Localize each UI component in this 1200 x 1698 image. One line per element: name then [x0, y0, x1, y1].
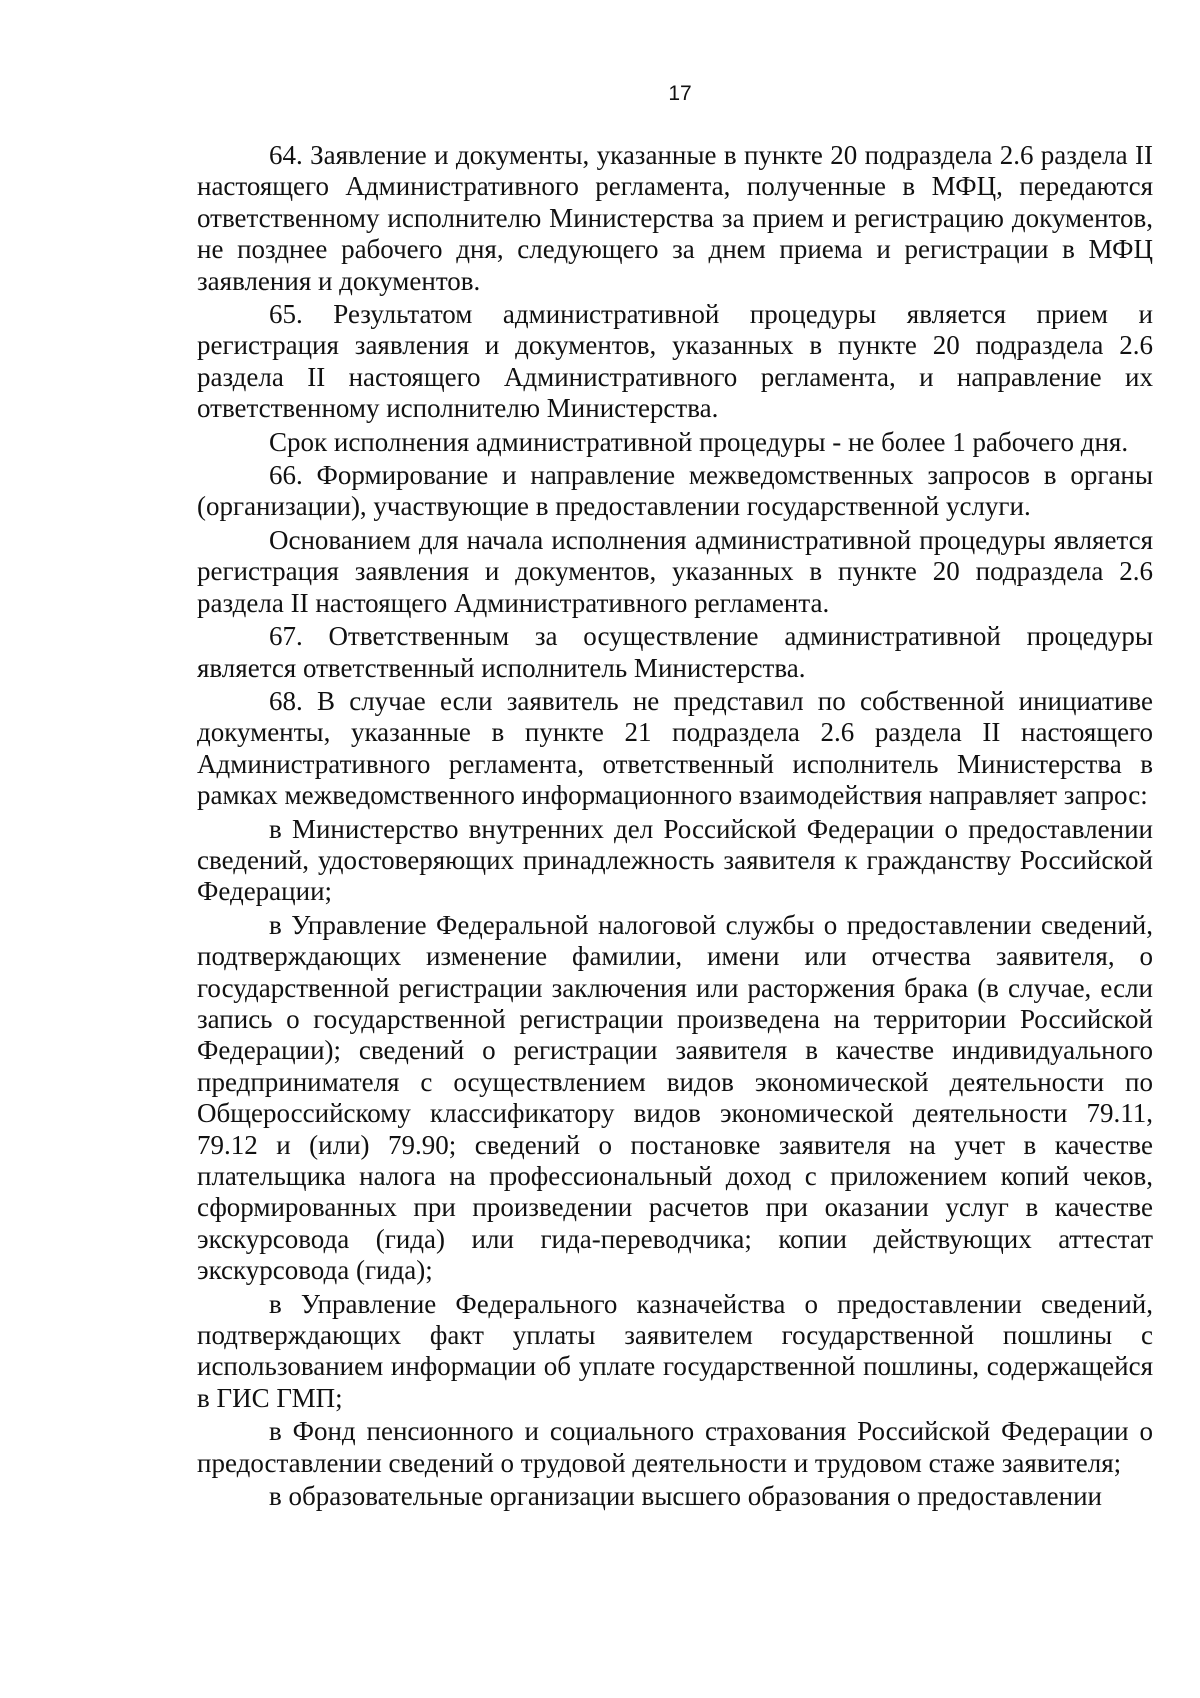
paragraph-term: Срок исполнения административной процедуры - не более 1 рабочего дня.	[269, 426, 1129, 457]
document-body	[197, 140, 1153, 1514]
paragraph-65: 65. Результатом административной процедуры является прием и регистрация заявления и документов, указанных в пункте 20 подраздела 2.6 раздела II настоящего Административного регламента, и направление их ответственному исполнителю Министерства.	[197, 299, 1153, 424]
paragraph-basis: Основанием для начала исполнения административной процедуры является регистрация заявления и документов, указанных в пункте 20 подраздела 2.6 раздела II настоящего Административного регламента.	[197, 524, 1153, 618]
paragraph-66: 66. Формирование и направление межведомственных запросов в органы (организации), участвующие в предоставлении государственной услуги.	[197, 460, 1153, 522]
paragraph-64: 64. Заявление и документы, указанные в пункте 20 подраздела 2.6 раздела II настоящего Административного регламента, полученные в МФЦ, передаются ответственному исполнителю Министерства за прием и регистрацию документов, не позднее рабочего дня, следующего за днем приема и регистрации в МФЦ заявления и документов.	[197, 140, 1153, 296]
paragraph-request-mvd: в Министерство внутренних дел Российской Федерации о предоставлении сведений, удостоверяющих принадлежность заявителя к гражданству Российской Федерации;	[197, 813, 1153, 907]
page-number: 17	[668, 82, 692, 105]
paragraph-67: 67. Ответственным за осуществление административной процедуры является ответственный исполнитель Министерства.	[197, 621, 1153, 683]
paragraph-request-universities: в образовательные организации высшего образования о предоставлении	[269, 1481, 1103, 1512]
paragraph-request-sfr: в Фонд пенсионного и социального страхования Российской Федерации о предоставлении сведений о трудовой деятельности и трудовом стаже заявителя;	[197, 1416, 1153, 1478]
paragraph-request-fns: в Управление Федеральной налоговой службы о предоставлении сведений, подтверждающих изменение фамилии, имени или отчества заявителя, о государственной регистрации заключения или расторжения брака (в случае, если запись о государственной регистрации произведена на территории Российской Федерации); сведений о регистрации заявителя в качестве индивидуального предпринимателя с осуществлением видов экономической деятельности по Общероссийскому классификатору видов экономической деятельности 79.11, 79.12 и (или) 79.90; сведений о постановке заявителя на учет в качестве плательщика налога на профессиональный доход с приложением копий чеков, сформированных при произведении расчетов при оказании услуг в качестве экскурсовода (гида) или гида-переводчика; копии действующих аттестат экскурсовода (гида);	[197, 909, 1153, 1286]
paragraph-request-treasury: в Управление Федерального казначейства о предоставлении сведений, подтверждающих факт уплаты заявителем государственной пошлины с использованием информации об уплате государственной пошлины, содержащейся в ГИС ГМП;	[197, 1288, 1153, 1413]
paragraph-68: 68. В случае если заявитель не представил по собственной инициативе документы, указанные в пункте 21 подраздела 2.6 раздела II настоящего Административного регламента, ответственный исполнитель Министерства в рамках межведомственного информационного взаимодействия направляет запрос:	[197, 685, 1153, 811]
